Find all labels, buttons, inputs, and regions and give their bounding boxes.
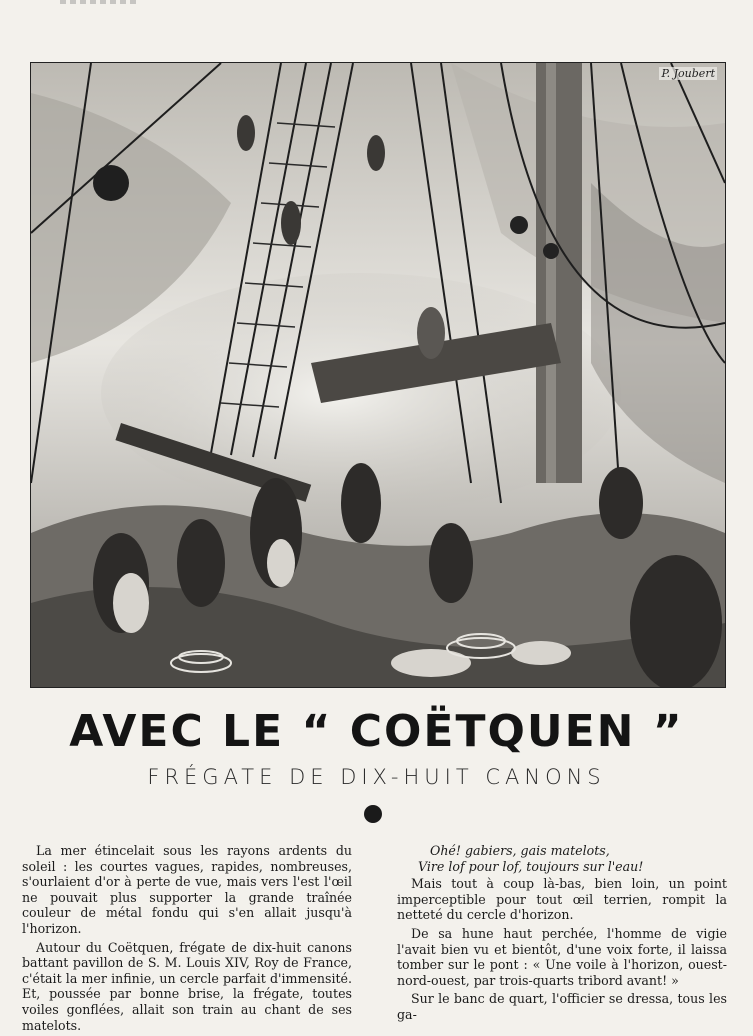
article-column-right: [397, 843, 727, 1026]
section-ornament: [364, 805, 382, 823]
song-verse-line: Vire lof pour lof, toujours sur l'eau!: [418, 858, 644, 874]
paragraph: Mais tout à coup là-bas, bien loin, un point imperceptible pour tout œil terrien, rompit la netteté du cercle d'horizon.: [397, 876, 727, 923]
paragraph: Sur le banc de quart, l'officier se dressa, tous les ga-: [397, 991, 727, 1022]
illustration-drawing: [31, 63, 725, 687]
paragraph: Autour du Coëtquen, frégate de dix-huit canons battant pavillon de S. M. Louis XIV, Roy de France, c'était la mer infinie, un cercle parfait d'immensité. Et, poussée par bonne brise, la frégate, toutes voiles gonflées, allait son train au chant de ses matelots.: [22, 939, 352, 1033]
article-column-left: [22, 843, 352, 1036]
article-subtitle: FRÉGATE DE DIX-HUIT CANONS: [147, 765, 606, 789]
page-header-mark: [60, 0, 140, 4]
paragraph: La mer étincelait sous les rayons ardents du soleil : les courtes vagues, rapides, nombreuses, s'ourlaient d'or à perte de vue, mais vers l'est l'œil ne pouvait plus supporter la grande traînée couleur de métal fondu qui s'en allait jusqu'à l'horizon.: [22, 843, 352, 936]
article-title: AVEC LE “ COËTQUEN ”: [69, 706, 684, 757]
artist-signature: P. Joubert: [661, 67, 715, 80]
paragraph: De sa hune haut perchée, l'homme de vigie l'avait bien vu et bientôt, d'une voix forte, il laissa tomber sur le pont : « Une voile à l'horizon, ouest-nord-ouest, par trois-quarts tribord avant! »: [397, 925, 727, 988]
song-verse-line: Ohé! gabiers, gais matelots,: [430, 843, 610, 858]
battle-illustration: [30, 62, 726, 688]
